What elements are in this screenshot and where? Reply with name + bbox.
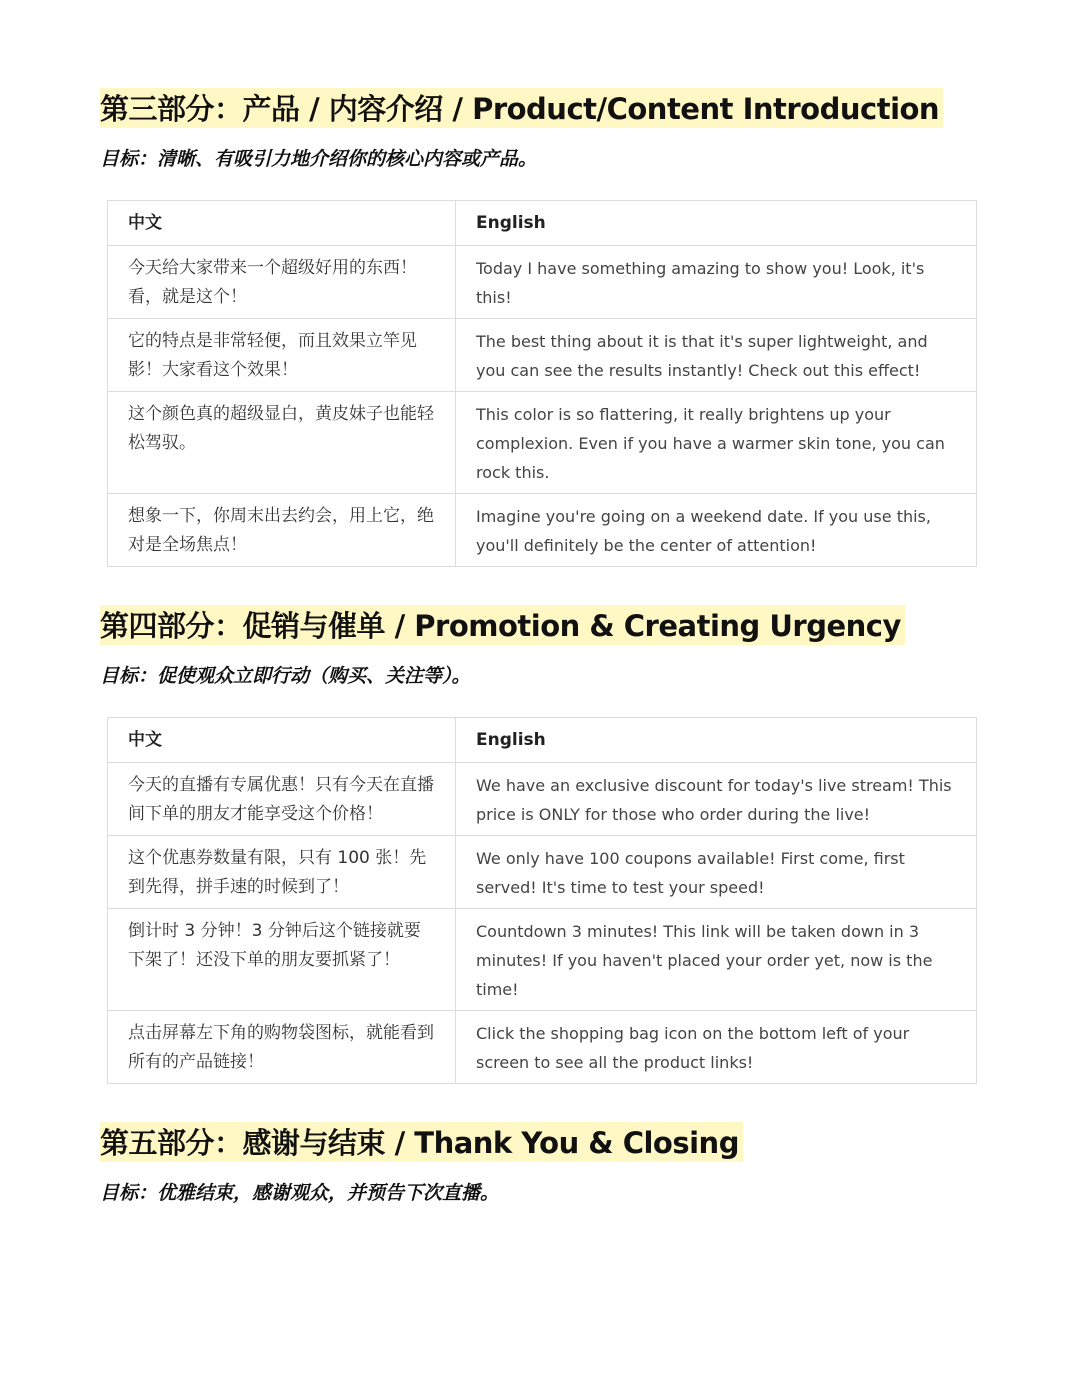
header-english: English <box>456 718 977 763</box>
table-row <box>108 246 977 319</box>
table-row <box>108 836 977 909</box>
section-goal: 目标：优雅结束，感谢观众，并预告下次直播。 <box>100 1182 500 1204</box>
header-chinese: 中文 <box>108 718 456 763</box>
section-title: 第五部分：感谢与结束 / Thank You & Closing <box>100 1122 743 1162</box>
cell-english: Click the shopping bag icon on the bottom left of your screen to see all the product links! <box>456 1011 977 1084</box>
cell-chinese: 今天给大家带来一个超级好用的东西！看，就是这个！ <box>108 246 456 319</box>
section-goal: 目标：清晰、有吸引力地介绍你的核心内容或产品。 <box>100 148 538 170</box>
table-row <box>108 1011 977 1084</box>
header-chinese: 中文 <box>108 201 456 246</box>
cell-english: This color is so flattering, it really brightens up your complexion. Even if you have a warmer skin tone, you can rock this. <box>456 392 977 494</box>
cell-english: Today I have something amazing to show you! Look, it's this! <box>456 246 977 319</box>
cell-english: We have an exclusive discount for today's live stream! This price is ONLY for those who order during the live! <box>456 763 977 836</box>
cell-chinese: 今天的直播有专属优惠！只有今天在直播间下单的朋友才能享受这个价格！ <box>108 763 456 836</box>
table-row <box>108 763 977 836</box>
section-title: 第三部分：产品 / 内容介绍 / Product/Content Introduction <box>100 88 943 128</box>
cell-english: We only have 100 coupons available! First come, first served! It's time to test your speed! <box>456 836 977 909</box>
cell-english: Imagine you're going on a weekend date. If you use this, you'll definitely be the center of attention! <box>456 494 977 567</box>
section-thank-you-closing <box>100 1122 976 1206</box>
section-title: 第四部分：促销与催单 / Promotion & Creating Urgency <box>100 605 905 645</box>
cell-chinese: 点击屏幕左下角的购物袋图标，就能看到所有的产品链接！ <box>108 1011 456 1084</box>
phrase-table <box>107 200 977 567</box>
cell-chinese: 想象一下，你周末出去约会，用上它，绝对是全场焦点！ <box>108 494 456 567</box>
phrase-table <box>107 717 977 1084</box>
section-goal: 目标：促使观众立即行动（购买、关注等）。 <box>100 665 471 687</box>
table-row <box>108 392 977 494</box>
section-promotion-urgency <box>100 605 976 1084</box>
section-product-introduction <box>100 88 976 567</box>
cell-chinese: 倒计时 3 分钟！3 分钟后这个链接就要下架了！还没下单的朋友要抓紧了！ <box>108 909 456 1011</box>
cell-english: The best thing about it is that it's super lightweight, and you can see the results instantly! Check out this effect! <box>456 319 977 392</box>
table-header-row <box>108 718 977 763</box>
table-row <box>108 319 977 392</box>
header-english: English <box>456 201 977 246</box>
table-row <box>108 494 977 567</box>
document-page <box>100 88 976 1206</box>
table-header-row <box>108 201 977 246</box>
cell-chinese: 这个颜色真的超级显白，黄皮妹子也能轻松驾驭。 <box>108 392 456 494</box>
table-row <box>108 909 977 1011</box>
cell-english: Countdown 3 minutes! This link will be taken down in 3 minutes! If you haven't placed your order yet, now is the time! <box>456 909 977 1011</box>
cell-chinese: 它的特点是非常轻便，而且效果立竿见影！大家看这个效果！ <box>108 319 456 392</box>
cell-chinese: 这个优惠券数量有限，只有 100 张！先到先得，拼手速的时候到了！ <box>108 836 456 909</box>
